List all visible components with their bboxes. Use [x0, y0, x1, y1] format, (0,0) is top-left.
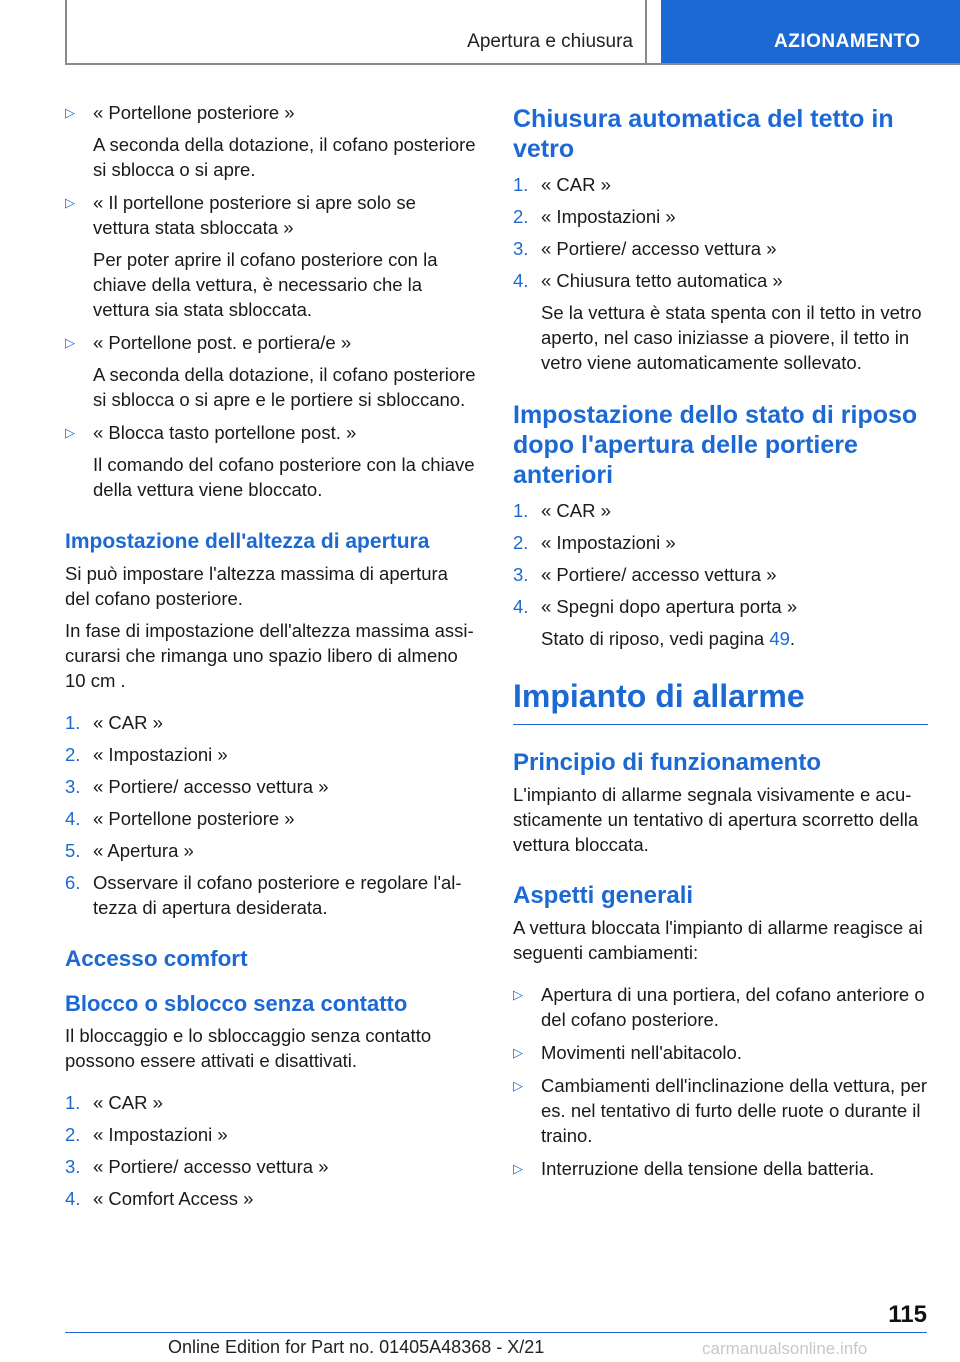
triangle-bullet-icon: ▷ [65, 105, 75, 120]
list-item [513, 1156, 928, 1181]
list-item [65, 420, 477, 502]
operating-principle-paragraph: L'impianto di allarme segnala visivamente e acusticamente un tentativo di apertura scorretto della vettura bloccata. [513, 784, 919, 855]
step-number: 1. [65, 1092, 81, 1113]
step-number: 3. [65, 776, 81, 797]
triangle-bullet-icon: ▷ [65, 425, 75, 440]
step-item [65, 806, 477, 831]
step-text: « Portellone posteriore » [93, 808, 295, 829]
list-item [65, 100, 477, 182]
step-text: « CAR » [541, 174, 611, 195]
step-number: 3. [513, 564, 529, 585]
rest-state-description-text: Stato di riposo, vedi pagina [541, 628, 770, 649]
glass-roof-description: Se la vettura è stata spenta con il tetto in vetro aperto, nel caso iniziasse a piovere, il tetto in vetro viene automaticamente sollevato. [541, 302, 922, 373]
step-item [513, 172, 928, 197]
step-text: Osservare il cofano posteriore e regolare l'altezza di apertura desiderata. [93, 872, 462, 918]
triangle-bullet-icon: ▷ [513, 987, 523, 1002]
step-item [513, 594, 928, 619]
contactless-lock-heading: Blocco o sblocco senza contatto [65, 991, 408, 1016]
general-aspects-paragraph: A vettura bloccata l'impianto di allarme reagisce ai seguenti cambiamenti: [513, 917, 923, 963]
page-link[interactable]: 49 [769, 628, 790, 649]
list-item [513, 1040, 928, 1065]
header-section-title: Apertura e chiusura [467, 31, 633, 52]
triangle-bullet-icon: ▷ [513, 1161, 523, 1176]
header-divider [65, 63, 960, 65]
step-item [65, 774, 477, 799]
list-item-label: Apertura di una portiera, del cofano anteriore o del cofano posteriore. [541, 984, 925, 1030]
rest-state-heading: Impostazione dello stato di riposo dopo l'apertura delle portiere anteriori [513, 401, 918, 489]
tailgate-options-list [65, 100, 477, 502]
list-item-label: Interruzione della tensione della batteria. [541, 1158, 875, 1179]
list-item-label: « Portellone post. e portiera/e » [93, 332, 352, 353]
opening-height-steps [65, 710, 477, 920]
step-text: « CAR » [93, 1092, 163, 1113]
triangle-bullet-icon: ▷ [65, 195, 75, 210]
step-number: 4. [65, 1188, 81, 1209]
step-item [65, 710, 477, 735]
right-column [513, 104, 928, 1189]
step-item [513, 498, 928, 523]
glass-roof-steps [513, 172, 928, 293]
step-number: 3. [65, 1156, 81, 1177]
step-item [65, 1090, 477, 1115]
list-item-label: Movimenti nell'abitacolo. [541, 1042, 742, 1063]
page-number: 115 [888, 1301, 927, 1328]
step-number: 2. [513, 206, 529, 227]
footer-edition: Online Edition for Part no. 01405A48368 - X/21 [168, 1337, 545, 1357]
step-item [65, 838, 477, 863]
list-item-description: A seconda della dotazione, il cofano posteriore si sblocca o si apre. [93, 134, 476, 180]
step-item [65, 1154, 477, 1179]
list-item-description: Per poter aprire il cofano posteriore con la chiave della vettura, è necessario che la vettura sia stata sbloccata. [93, 249, 438, 320]
step-item [65, 1186, 477, 1211]
opening-height-paragraph-2: In fase di impostazione dell'altezza massima assicurarsi che rimanga uno spazio libero di almeno 10 cm . [65, 620, 474, 691]
rest-state-description [513, 626, 928, 651]
step-text: « Portiere/ accesso vettura » [541, 564, 777, 585]
step-text: « CAR » [93, 712, 163, 733]
header-chapter-tab [661, 0, 960, 63]
step-text: « Impostazioni » [541, 206, 676, 227]
step-text: « CAR » [541, 500, 611, 521]
step-item [513, 268, 928, 293]
step-text: « Chiusura tetto automatica » [541, 270, 783, 291]
glass-roof-heading: Chiusura automatica del tetto in vetro [513, 105, 894, 163]
rest-state-steps [513, 498, 928, 619]
step-item [513, 530, 928, 555]
step-text: « Comfort Access » [93, 1188, 254, 1209]
step-item [65, 1122, 477, 1147]
list-item-label: « Blocca tasto portellone post. » [93, 422, 357, 443]
list-item [513, 1073, 928, 1148]
step-number: 4. [513, 270, 529, 291]
list-item-description: A seconda della dotazione, il cofano posteriore si sblocca o si apre e le portiere si sbloccano. [93, 364, 476, 410]
step-number: 5. [65, 840, 81, 861]
step-text: « Spegni dopo apertura porta » [541, 596, 798, 617]
step-number: 2. [65, 1124, 81, 1145]
step-text: « Portiere/ accesso vettura » [93, 776, 329, 797]
triangle-bullet-icon: ▷ [513, 1045, 523, 1060]
step-text: « Portiere/ accesso vettura » [541, 238, 777, 259]
step-number: 4. [65, 808, 81, 829]
step-number: 1. [513, 174, 529, 195]
list-item [65, 190, 477, 322]
list-item [65, 330, 477, 412]
step-number: 4. [513, 596, 529, 617]
opening-height-heading: Impostazione dell'altezza di apertura [65, 530, 430, 553]
step-number: 1. [65, 712, 81, 733]
list-item-description: Il comando del cofano posteriore con la chiave della vettura viene bloccato. [93, 454, 475, 500]
list-item-label: Cambiamenti dell'inclinazione della vettura, per es. nel tentativo di furto delle ruote o durante il traino. [541, 1075, 928, 1146]
footer-divider [65, 1332, 927, 1333]
step-number: 3. [513, 238, 529, 259]
triangle-bullet-icon: ▷ [65, 335, 75, 350]
comfort-access-steps [65, 1090, 477, 1211]
list-item-label: « Il portellone posteriore si apre solo se vettura stata sbloccata » [93, 192, 416, 238]
step-item [513, 236, 928, 261]
opening-height-paragraph-1: Si può impostare l'altezza massima di apertura del cofano posteriore. [65, 563, 448, 609]
list-item-label: « Portellone posteriore » [93, 102, 295, 123]
alarm-system-heading: Impianto di allarme [513, 676, 928, 725]
operating-principle-heading: Principio di funzionamento [513, 749, 821, 776]
contactless-lock-paragraph: Il bloccaggio e lo sbloccaggio senza contatto possono essere attivati e disattivati. [65, 1025, 432, 1071]
step-text: « Impostazioni » [541, 532, 676, 553]
step-item [65, 870, 477, 920]
list-item [513, 982, 928, 1032]
step-number: 6. [65, 872, 81, 893]
rest-state-description-end: . [789, 628, 796, 649]
step-item [65, 742, 477, 767]
header-section-box [65, 0, 647, 63]
step-number: 2. [65, 744, 81, 765]
watermark: carmanualsonline.info [702, 1339, 868, 1358]
step-item [513, 562, 928, 587]
step-text: « Apertura » [93, 840, 194, 861]
step-text: « Impostazioni » [93, 744, 228, 765]
header-chapter-title: AZIONAMENTO [774, 31, 921, 52]
comfort-access-heading: Accesso comfort [65, 946, 248, 971]
step-item [513, 204, 928, 229]
triangle-bullet-icon: ▷ [513, 1078, 523, 1093]
alarm-triggers-list [513, 982, 928, 1181]
left-column [65, 100, 477, 1218]
step-text: « Impostazioni » [93, 1124, 228, 1145]
general-aspects-heading: Aspetti generali [513, 882, 694, 909]
step-number: 1. [513, 500, 529, 521]
step-text: « Portiere/ accesso vettura » [93, 1156, 329, 1177]
step-number: 2. [513, 532, 529, 553]
